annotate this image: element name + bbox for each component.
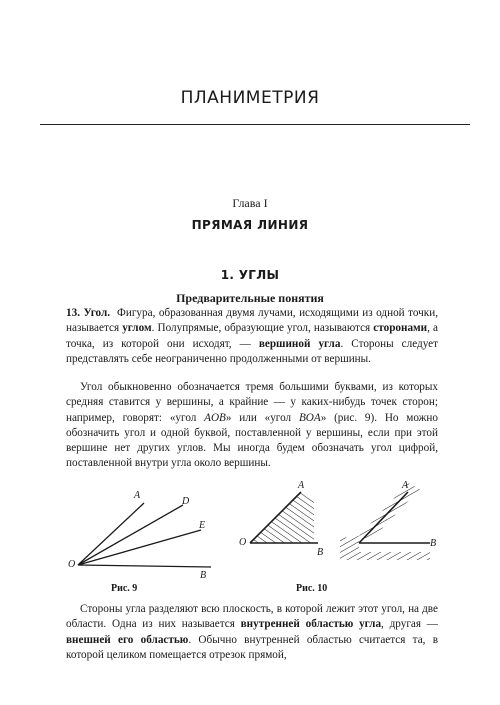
header-rule [40,124,470,125]
text-run: . Полупрямые, образующие угол, называются [151,322,374,335]
label-d: D [182,496,190,507]
chapter-label: Глава I [232,196,268,210]
text-run: Стороны угла разделяют всю плоскость, в которой лежит этот угол, на две области. Одна из них называется [66,603,438,631]
bold-term-exterior: внешней его областью [66,633,189,646]
section-title: 1. УГЛЫ [220,268,280,282]
label-e: E [199,520,206,531]
italic-boa: BOA [298,411,321,424]
ray-oa-right [359,492,408,543]
bold-term-interior: внутренней областью угла [240,618,382,631]
paragraph-angle-notation [66,380,438,472]
figure-9-caption: Рис. 9 [111,583,138,594]
ray-ob [78,565,211,567]
text-run: . Стороны следует представлять себе неограниченно продолженными от вершины. [66,337,439,365]
subsection-title: Предварительные понятия [176,291,324,305]
text-run: . Обычно внутренней областью считается та, в которой целиком помещается отрезок прямой, [66,633,438,661]
paragraph-term: Угол. [83,307,111,319]
exterior-region-hatch-lower [340,536,430,560]
text-run: Фигура, образованная двумя лучами, исходящими из одной точки, называется [66,307,439,335]
italic-aob: AOB [204,411,226,424]
bold-term-vertex: вершиной угла [258,337,341,350]
label-a-left: A [298,480,305,491]
bold-term-angle: углом [122,322,152,335]
part-title: ПЛАНИМЕТРИЯ [180,88,320,108]
text-run: Угол обыкновенно обозначается тремя большими буквами, из которых средняя ставится у вершины, а крайние — у каких-нибудь точек сторон; например, говорят: «угол [66,381,438,424]
interior-region-hatch [250,492,314,543]
bold-term-sides: сторонами [373,322,428,335]
paragraph-angle-definition [66,306,438,367]
label-a: A [134,490,141,501]
figure-10 [232,476,442,588]
label-a-right: A [402,480,409,491]
label-o: O [68,559,76,570]
label-b: B [200,570,207,581]
text-run: » или «угол [225,411,299,424]
label-o-left: O [239,537,247,548]
figure-9 [66,476,236,588]
ray-od [78,505,183,565]
paragraph-regions [66,602,438,663]
paragraph-number: 13. [66,307,80,319]
text-run: , другая — [381,618,438,631]
text-run: , а точка, из которой они исходят, — [66,322,439,350]
text-run: » (рис. 9). Но можно обозначить угол и одной буквой, поставленной у вершины, если при этой вершине нет других углов. Мы иногда будем обозначать угол цифрой, поставленной внутри угла около вершины. [66,411,438,470]
chapter-title: ПРЯМАЯ ЛИНИЯ [191,218,309,232]
label-b-left: B [317,547,324,558]
figure-10-caption: Рис. 10 [296,583,328,594]
label-b-right: B [430,538,437,549]
